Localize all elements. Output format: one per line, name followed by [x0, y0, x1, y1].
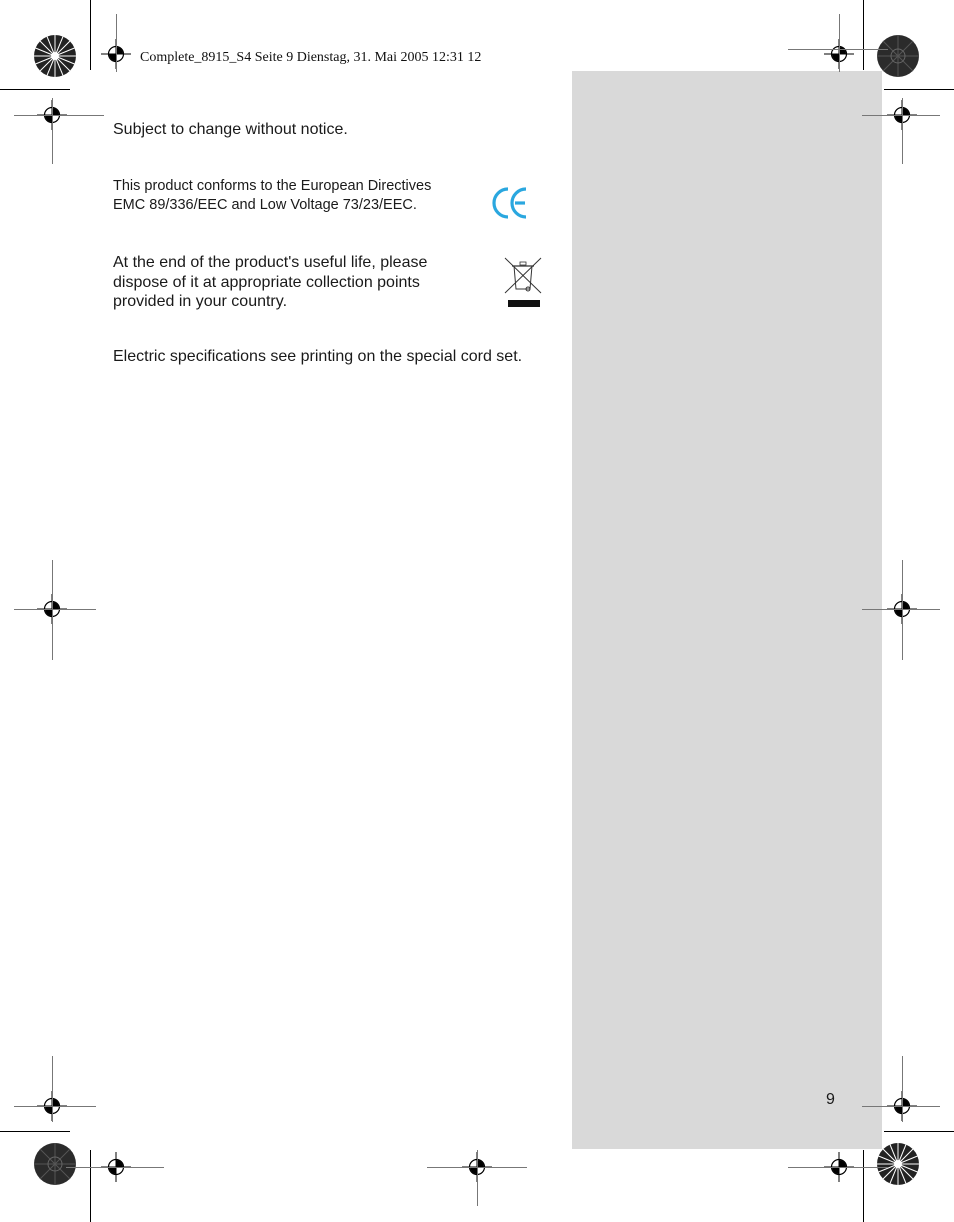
sunburst-mark-icon — [876, 1142, 920, 1186]
ce-mark-icon — [492, 185, 532, 221]
electric-spec-text: Electric specifications see printing on the special cord set. — [113, 348, 523, 365]
registration-guide — [116, 14, 117, 72]
registration-guide — [52, 1056, 53, 1122]
gray-side-panel — [572, 71, 882, 1149]
ce-statement-line: EMC 89/336/EEC and Low Voltage 73/23/EEC. — [113, 197, 417, 213]
registration-guide — [14, 115, 104, 116]
ce-statement — [113, 177, 431, 215]
crop-mark — [90, 0, 91, 70]
registration-guide — [52, 560, 53, 660]
registration-guide — [862, 115, 940, 116]
crop-mark — [863, 1150, 864, 1222]
registration-guide — [66, 1167, 164, 1168]
registration-guide — [862, 1106, 940, 1107]
registration-guide — [788, 1167, 888, 1168]
registration-guide — [902, 560, 903, 660]
crop-mark — [90, 1150, 91, 1222]
crop-mark — [884, 89, 954, 90]
registration-guide — [862, 609, 940, 610]
ce-statement-line: This product conforms to the European Directives — [113, 178, 432, 194]
disposal-statement-line: provided in your country. — [113, 293, 288, 310]
disposal-statement — [113, 253, 427, 312]
crop-mark — [0, 1131, 70, 1132]
registration-guide — [839, 14, 840, 72]
sunburst-mark-icon — [876, 34, 920, 78]
crop-mark — [884, 1131, 954, 1132]
sunburst-mark-icon — [33, 1142, 77, 1186]
notice-text: Subject to change without notice. — [113, 121, 348, 138]
disposal-statement-line: At the end of the product's useful life, please — [113, 254, 428, 271]
disposal-statement-line: dispose of it at appropriate collection points — [113, 273, 420, 291]
crop-mark — [0, 89, 70, 90]
sunburst-mark-icon — [33, 34, 77, 78]
registration-guide — [52, 98, 53, 164]
print-slug: Complete_8915_S4 Seite 9 Dienstag, 31. Mai 2005 12:31 12 — [140, 50, 482, 65]
registration-guide — [902, 98, 903, 164]
registration-guide — [477, 1150, 478, 1206]
registration-guide — [14, 609, 96, 610]
crossed-out-wheelie-bin-icon — [503, 256, 545, 310]
page-number: 9 — [826, 1091, 835, 1108]
registration-guide — [788, 49, 888, 50]
registration-guide — [14, 1106, 96, 1107]
registration-guide — [902, 1056, 903, 1122]
crop-mark — [863, 0, 864, 70]
